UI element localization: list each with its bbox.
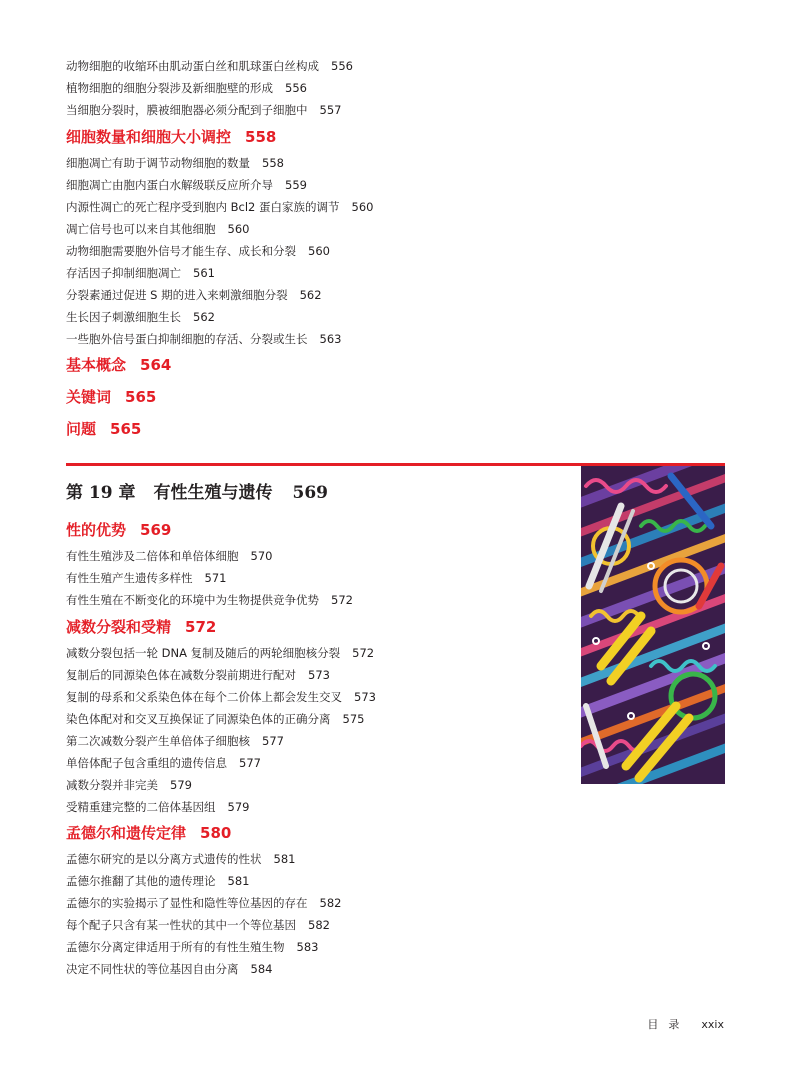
toc-entry: 受精重建完整的二倍体基因组 579 [66,800,250,814]
toc-entry: 当细胞分裂时，膜被细胞器必须分配到子细胞中 557 [66,103,342,117]
section-heading: 孟德尔和遗传定律 580 [66,824,232,842]
toc-entry: 细胞凋亡由胞内蛋白水解级联反应所介导 559 [66,178,307,192]
toc-entry: 减数分裂包括一轮 DNA 复制及随后的两轮细胞核分裂 572 [66,646,375,660]
toc-entry: 细胞凋亡有助于调节动物细胞的数量 558 [66,156,284,170]
toc-entry: 一些胞外信号蛋白抑制细胞的存活、分裂或生长 563 [66,332,342,346]
section-heading: 细胞数量和细胞大小调控 558 [66,128,277,146]
toc-entry: 动物细胞的收缩环由肌动蛋白丝和肌球蛋白丝构成 556 [66,59,353,73]
toc-entry: 有性生殖涉及二倍体和单倍体细胞 570 [66,549,273,563]
section-heading: 减数分裂和受精 572 [66,618,217,636]
toc-entry: 有性生殖产生遗传多样性 571 [66,571,227,585]
toc-entry: 有性生殖在不断变化的环境中为生物提供竞争优势 572 [66,593,353,607]
section-heading: 关键词 565 [66,388,157,406]
chromosome-art-icon [581,466,725,784]
toc-entry: 染色体配对和交叉互换保证了同源染色体的正确分离 575 [66,712,365,726]
toc-entry: 每个配子只含有某一性状的其中一个等位基因 582 [66,918,330,932]
toc-entry: 凋亡信号也可以来自其他细胞 560 [66,222,250,236]
toc-entry: 孟德尔研究的是以分离方式遗传的性状 581 [66,852,296,866]
toc-entry: 孟德尔的实验揭示了显性和隐性等位基因的存在 582 [66,896,342,910]
section-heading: 问题 565 [66,420,142,438]
toc-entry: 孟德尔推翻了其他的遗传理论 581 [66,874,250,888]
toc-entry: 单倍体配子包含重组的遗传信息 577 [66,756,261,770]
toc-entry: 植物细胞的细胞分裂涉及新细胞壁的形成 556 [66,81,307,95]
toc-entry: 决定不同性状的等位基因自由分离 584 [66,962,273,976]
toc-entry: 减数分裂并非完美 579 [66,778,192,792]
toc-entry: 存活因子抑制细胞凋亡 561 [66,266,215,280]
toc-entry: 分裂素通过促进 S 期的进入来刺激细胞分裂 562 [66,288,322,302]
toc-entry: 内源性凋亡的死亡程序受到胞内 Bcl2 蛋白家族的调节 560 [66,200,374,214]
toc-entry: 第二次减数分裂产生单倍体子细胞核 577 [66,734,284,748]
toc-entry: 孟德尔分离定律适用于所有的有性生殖生物 583 [66,940,319,954]
chapter-title: 第 19 章 有性生殖与遗传 569 [66,483,328,503]
section-heading: 基本概念 564 [66,356,172,374]
toc-entry: 动物细胞需要胞外信号才能生存、成长和分裂 560 [66,244,330,258]
page-footer: 目录 xxix [647,1018,724,1031]
toc-entry: 复制后的同源染色体在减数分裂前期进行配对 573 [66,668,330,682]
toc-entry: 生长因子刺激细胞生长 562 [66,310,215,324]
toc-entry: 复制的母系和父系染色体在每个二价体上都会发生交叉 573 [66,690,376,704]
section-heading: 性的优势 569 [66,521,172,539]
